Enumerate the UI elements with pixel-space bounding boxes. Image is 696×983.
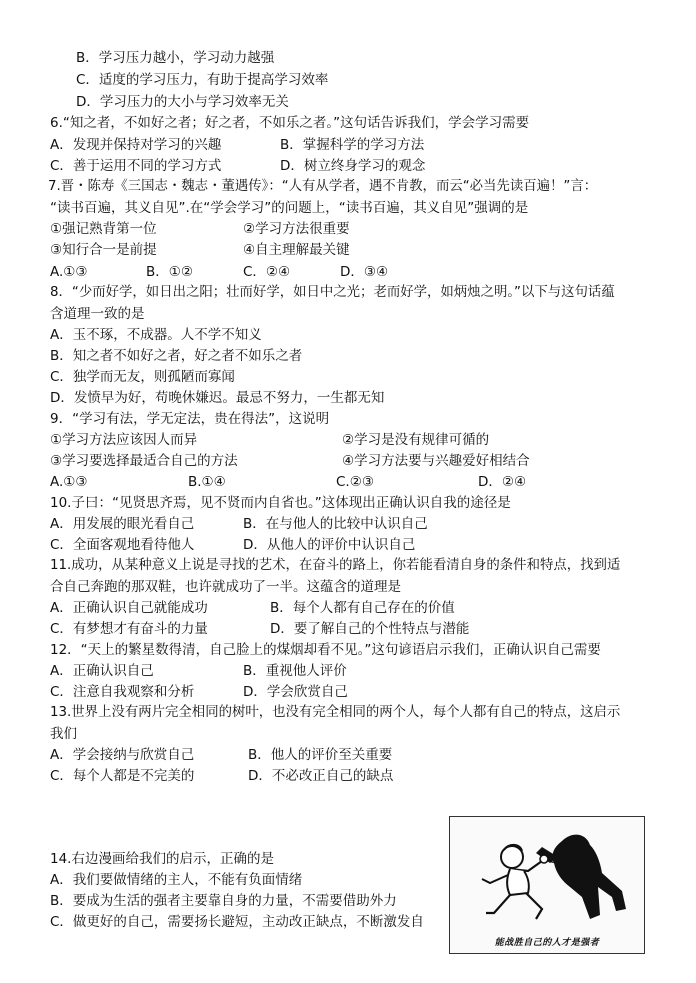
q7-option-c: C．②④ — [243, 264, 291, 280]
cartoon-caption: 能战胜自己的人才是强者 — [494, 938, 600, 948]
q9-choice-3: ③学习要选择最适合自己的方法 — [50, 453, 238, 469]
q8-stem-line2: 含道理一致的是 — [50, 306, 145, 322]
q12-option-b: B．重视他人评价 — [243, 663, 347, 679]
q9-choice-4: ④学习方法要与兴趣爱好相结合 — [342, 453, 530, 469]
q13-option-d: D．不必改正自己的缺点 — [248, 768, 394, 784]
q8-option-c: C．独学而无友，则孤陋而寡闻 — [50, 369, 235, 385]
q14-stem: 14.右边漫画给我们的启示，正确的是 — [50, 851, 274, 867]
q10-option-b: B．在与他人的比较中认识自己 — [243, 516, 428, 532]
q9-stem: 9．“学习有法，学无定法，贵在得法”，这说明 — [50, 411, 330, 427]
q11-option-a: A．正确认识自己就能成功 — [50, 600, 208, 616]
q9-option-d: D．②④ — [478, 474, 527, 490]
q13-option-c: C．每个人都是不完美的 — [50, 768, 195, 784]
q11-stem-line2: 合自己奔跑的那双鞋，也许就成功了一半。这蕴含的道理是 — [50, 579, 401, 595]
q12-option-d: D．学会欣赏自己 — [243, 684, 348, 700]
q13-option-a: A．学会接纳与欣赏自己 — [50, 747, 195, 763]
q7-choice-3: ③知行合一是前提 — [50, 242, 157, 258]
cartoon-illustration — [449, 816, 645, 954]
q14-option-b: B．要成为生活的强者主要靠自身的力量，不需要借助外力 — [50, 893, 397, 909]
q9-option-c: C.②③ — [336, 474, 374, 490]
q5-option-d: D．学习压力的大小与学习效率无关 — [76, 94, 289, 110]
q10-option-d: D．从他人的评价中认识自己 — [243, 537, 416, 553]
q6-stem: 6.“知之者，不如好之者；好之者，不如乐之者。”这句话告诉我们，学会学习需要 — [50, 115, 530, 131]
q8-option-b: B．知之者不如好之者，好之者不如乐之者 — [50, 348, 303, 364]
q7-option-d: D．③④ — [340, 264, 389, 280]
q11-option-c: C．有梦想才有奋斗的力量 — [50, 621, 208, 637]
q7-stem-line2: “读书百遍，其义自见”.在“学会学习”的问题上，“读书百遍，其义自见”强调的是 — [50, 200, 529, 216]
q13-option-b: B．他人的评价至关重要 — [248, 747, 393, 763]
q6-option-d: D．树立终身学习的观念 — [280, 158, 426, 174]
q6-option-c: C．善于运用不同的学习方式 — [50, 158, 222, 174]
q11-option-b: B．每个人都有自己存在的价值 — [270, 600, 455, 616]
q12-option-c: C．注意自我观察和分析 — [50, 684, 195, 700]
q7-choice-1: ①强记熟背第一位 — [50, 221, 157, 237]
q12-stem: 12．“天上的繁星数得清，自己脸上的煤烟却看不见。”这句谚语启示我们，正确认识自己需要 — [50, 642, 601, 658]
q13-stem-line1: 13.世界上没有两片完全相同的树叶，也没有完全相同的两个人，每个人都有自己的特点，这启示 — [50, 705, 621, 720]
q11-stem-line1: 11.成功，从某种意义上说是寻找的艺术，在奋斗的路上，你若能看清自身的条件和特点，找到适 — [50, 558, 621, 573]
q11-option-d: D．要了解自己的个性特点与潜能 — [270, 621, 470, 637]
q5-option-b: B．学习压力越小，学习动力越强 — [76, 50, 275, 66]
q14-option-c: C．做更好的自己，需要扬长避短，主动改正缺点，不断激发自 — [50, 914, 424, 930]
q12-option-a: A．正确认识自己 — [50, 663, 154, 679]
q7-choice-2: ②学习方法很重要 — [243, 221, 350, 237]
q7-option-a: A.①③ — [50, 264, 88, 280]
cartoon-fighting-shadow-icon — [450, 817, 643, 933]
q10-stem: 10.子曰：“见贤思齐焉，见不贤而内自省也。”这体现出正确认识自我的途径是 — [50, 495, 511, 511]
q7-option-b: B．①② — [146, 264, 193, 280]
q8-option-a: A．玉不琢，不成器。人不学不知义 — [50, 327, 262, 343]
q7-stem-line1: 7.晋・陈寿《三国志・魏志・董遇传》：“人有从学者，遇不肯教，而云“必当先读百遍！”言： — [48, 179, 598, 194]
q14-option-a: A．我们要做情绪的主人，不能有负面情绪 — [50, 872, 303, 888]
q9-choice-1: ①学习方法应该因人而异 — [50, 432, 198, 448]
q5-option-c: C．适度的学习压力，有助于提高学习效率 — [76, 72, 329, 88]
q9-option-b: B.①④ — [188, 474, 226, 490]
q13-stem-line2: 我们 — [50, 726, 77, 742]
q10-option-c: C．全面客观地看待他人 — [50, 537, 195, 553]
q10-option-a: A．用发展的眼光看自己 — [50, 516, 195, 532]
q8-stem-line1: 8．“少而好学，如日出之阳；壮而好学，如日中之光；老而好学，如炳烛之明。”以下与这句话蕴 — [50, 285, 615, 300]
q7-choice-4: ④自主理解最关键 — [243, 242, 350, 258]
q8-option-d: D．发愤早为好，苟晚休嫌迟。最忌不努力，一生都无知 — [50, 390, 385, 406]
q6-option-b: B．掌握科学的学习方法 — [280, 137, 425, 153]
q9-choice-2: ②学习是没有规律可循的 — [342, 432, 490, 448]
q6-option-a: A．发现并保持对学习的兴趣 — [50, 137, 222, 153]
q9-option-a: A.①③ — [50, 474, 88, 490]
